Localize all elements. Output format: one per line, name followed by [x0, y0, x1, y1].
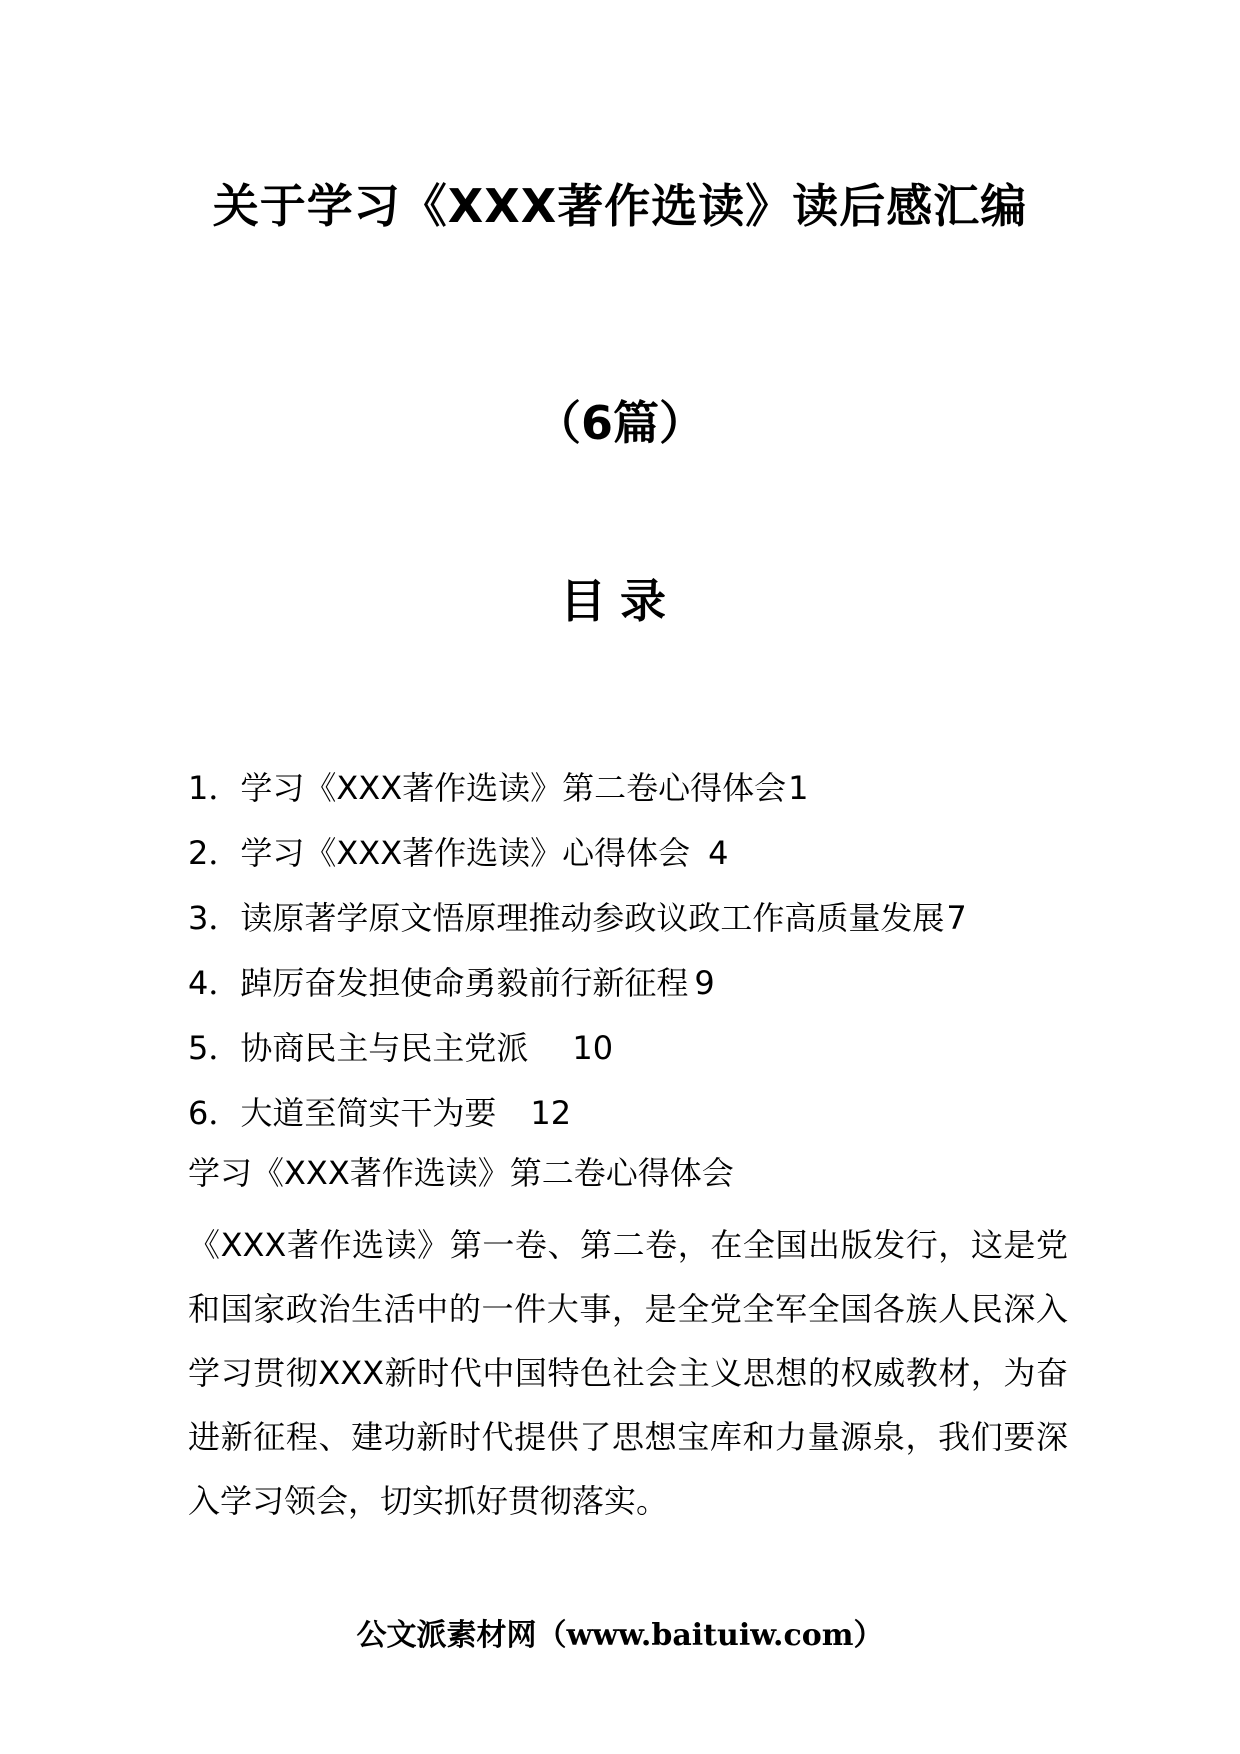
- toc-heading: 目录: [560, 574, 680, 628]
- toc-item-title: 学习《XXX著作选读》心得体会: [240, 834, 691, 872]
- toc-item-page: 7: [946, 899, 967, 937]
- toc-item-number: 6．: [188, 1094, 241, 1132]
- toc-item-title: 协商民主与民主党派: [240, 1029, 529, 1067]
- toc-item-title: 大道至简实干为要: [240, 1094, 497, 1132]
- toc-item-number: 2．: [188, 834, 241, 872]
- toc-item-title: 踔厉奋发担使命勇毅前行新征程: [240, 964, 689, 1002]
- article-title: 学习《XXX著作选读》第二卷心得体会: [188, 1154, 734, 1192]
- article-body: 《XXX著作选读》第一卷、第二卷，在全国出版发行，这是党和国家政治生活中的一件大事，是全党全军全国各族人民深入学习贯彻XXX新时代中国特色社会主义思想的权威教材，为奋进新征程、建功新时代提供了思想宝库和力量源泉，我们要深入学习领会，切实抓好贯彻落实。: [188, 1226, 1068, 1520]
- toc-item-3: [188, 894, 1088, 959]
- toc-item-title: 读原著学原文悟原理推动参政议政工作高质量发展: [240, 899, 945, 937]
- table-of-contents: [188, 764, 1088, 1154]
- footer-watermark: 公文派素材网（www.baituiw.com）: [356, 1618, 884, 1653]
- toc-item-page: 9: [694, 964, 715, 1002]
- toc-item-2: [188, 829, 1088, 894]
- toc-item-page: 12: [530, 1094, 572, 1132]
- toc-item-5: [188, 1024, 1088, 1089]
- toc-item-page: 10: [572, 1029, 614, 1067]
- toc-item-number: 1．: [188, 769, 241, 807]
- toc-item-4: [188, 959, 1088, 1024]
- toc-item-number: 5．: [188, 1029, 241, 1067]
- toc-item-6: [188, 1089, 1088, 1154]
- toc-item-number: 4．: [188, 964, 241, 1002]
- toc-item-1: [188, 764, 1088, 829]
- document-subtitle: （6篇）: [534, 396, 705, 450]
- toc-item-title: 学习《XXX著作选读》第二卷心得体会: [240, 769, 787, 807]
- article: [188, 1149, 1068, 1533]
- toc-item-number: 3．: [188, 899, 241, 937]
- toc-item-page: 4: [708, 834, 729, 872]
- document-title: 关于学习《XXX著作选读》读后感汇编: [212, 179, 1028, 233]
- toc-item-page: 1: [788, 769, 809, 807]
